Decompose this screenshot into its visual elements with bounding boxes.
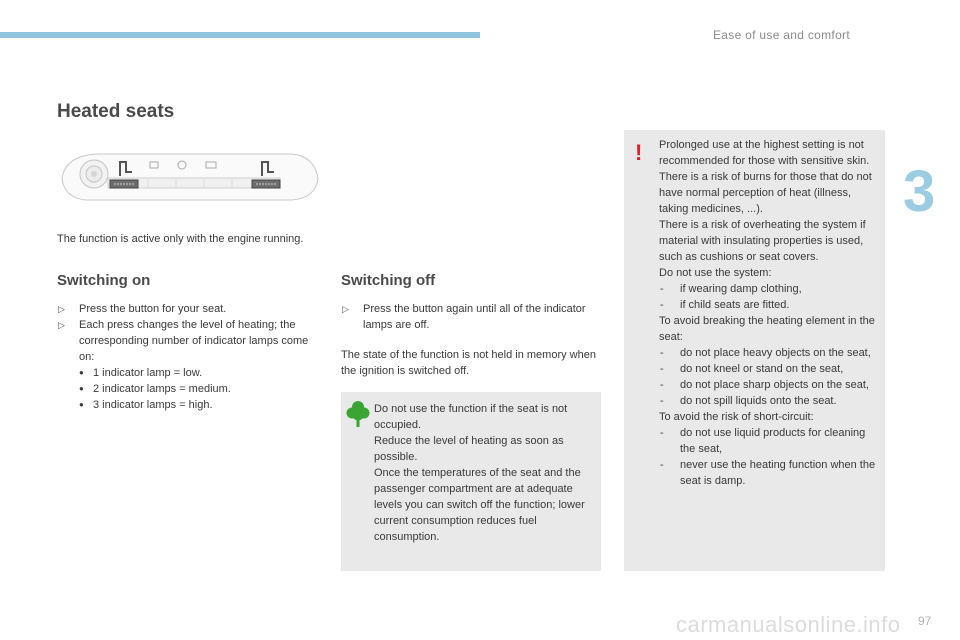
list-item: ▷ Press the button for your seat.	[58, 303, 227, 315]
triangle-right-icon: ▷	[58, 320, 65, 330]
heating-levels	[79, 365, 317, 413]
warning-box	[624, 130, 885, 571]
warning-list-damp	[659, 281, 881, 313]
list-item: - if wearing damp clothing,	[659, 281, 881, 297]
triangle-right-icon: ▷	[342, 304, 349, 314]
tree-icon	[346, 399, 370, 429]
control-panel-illustration	[56, 150, 320, 204]
switching-off-steps	[341, 301, 603, 333]
chapter-number: 3	[903, 159, 936, 224]
section-title: Ease of use and comfort	[713, 28, 850, 42]
triangle-right-icon: ▷	[58, 304, 65, 314]
switching-off-section	[341, 272, 603, 379]
page-title: Heated seats	[57, 101, 175, 122]
eco-tip-box	[341, 392, 601, 571]
switching-on-heading: Switching on	[57, 272, 151, 289]
list-item: ● 3 indicator lamps = high.	[79, 397, 317, 413]
list-item: ▷ Press the button again until all of the indicator lamps are off.	[342, 303, 586, 331]
page-number: 97	[918, 614, 932, 628]
memory-note: The state of the function is not held in memory when the ignition is switched off.	[341, 349, 596, 377]
switching-on-steps	[57, 301, 317, 413]
list-item: - never use the heating function when the seat is damp.	[659, 457, 881, 489]
warning-list-short-circuit	[659, 425, 881, 489]
list-item: - if child seats are fitted.	[659, 297, 881, 313]
exclamation-icon: !	[635, 140, 643, 165]
eco-tip-text: Do not use the function if the seat is not occupied. Reduce the level of heating as soon as possible. Once the temperatures of the seat and the passenger compartment are at adequate levels you can switch off the function; lower current consumption reduces fuel consumption.	[374, 403, 585, 543]
warning-list-element	[659, 345, 881, 409]
switching-off-heading: Switching off	[341, 272, 436, 289]
list-item: ● 1 indicator lamp = low.	[79, 365, 317, 381]
switching-on-section	[57, 272, 317, 413]
warning-text: Prolonged use at the highest setting is not recommended for those with sensitive skin. There is a risk of burns for those that do not have normal perception of heat (illness, taking medicines, ...). There is a risk of overheating the system if material with insulating properties is used, such as cushions or seat covers. Do not use the system: - if wearing damp clothing, - if child seats are fitted. To avoid breaking the heating element in the seat: - do not place heavy objects on the seat, - do not kneel or stand on the seat, - do not place sharp objects on the seat, - do not spill liquids onto the seat. To avoid the risk of short-circuit: - do not use liquid products for cleaning the seat, - never use the heating function when the seat is damp.	[659, 137, 881, 489]
header-accent-bar	[0, 32, 480, 38]
list-item: - do not kneel or stand on the seat,	[659, 361, 881, 377]
watermark: carmanualsonline.info	[676, 612, 901, 637]
list-item: - do not use liquid products for cleaning the seat,	[659, 425, 881, 457]
list-item: ● 2 indicator lamps = medium.	[79, 381, 317, 397]
list-item: - do not place sharp objects on the seat,	[659, 377, 881, 393]
list-item: - do not place heavy objects on the seat,	[659, 345, 881, 361]
intro-text: The function is active only with the engine running.	[57, 233, 304, 245]
list-item: - do not spill liquids onto the seat.	[659, 393, 881, 409]
list-item: ▷ Each press changes the level of heating; the corresponding number of indicator lamps come on: ● 1 indicator lamp = low. ● 2 indicator lamps = medium. ● 3 indicator lamps = high.	[57, 317, 317, 413]
